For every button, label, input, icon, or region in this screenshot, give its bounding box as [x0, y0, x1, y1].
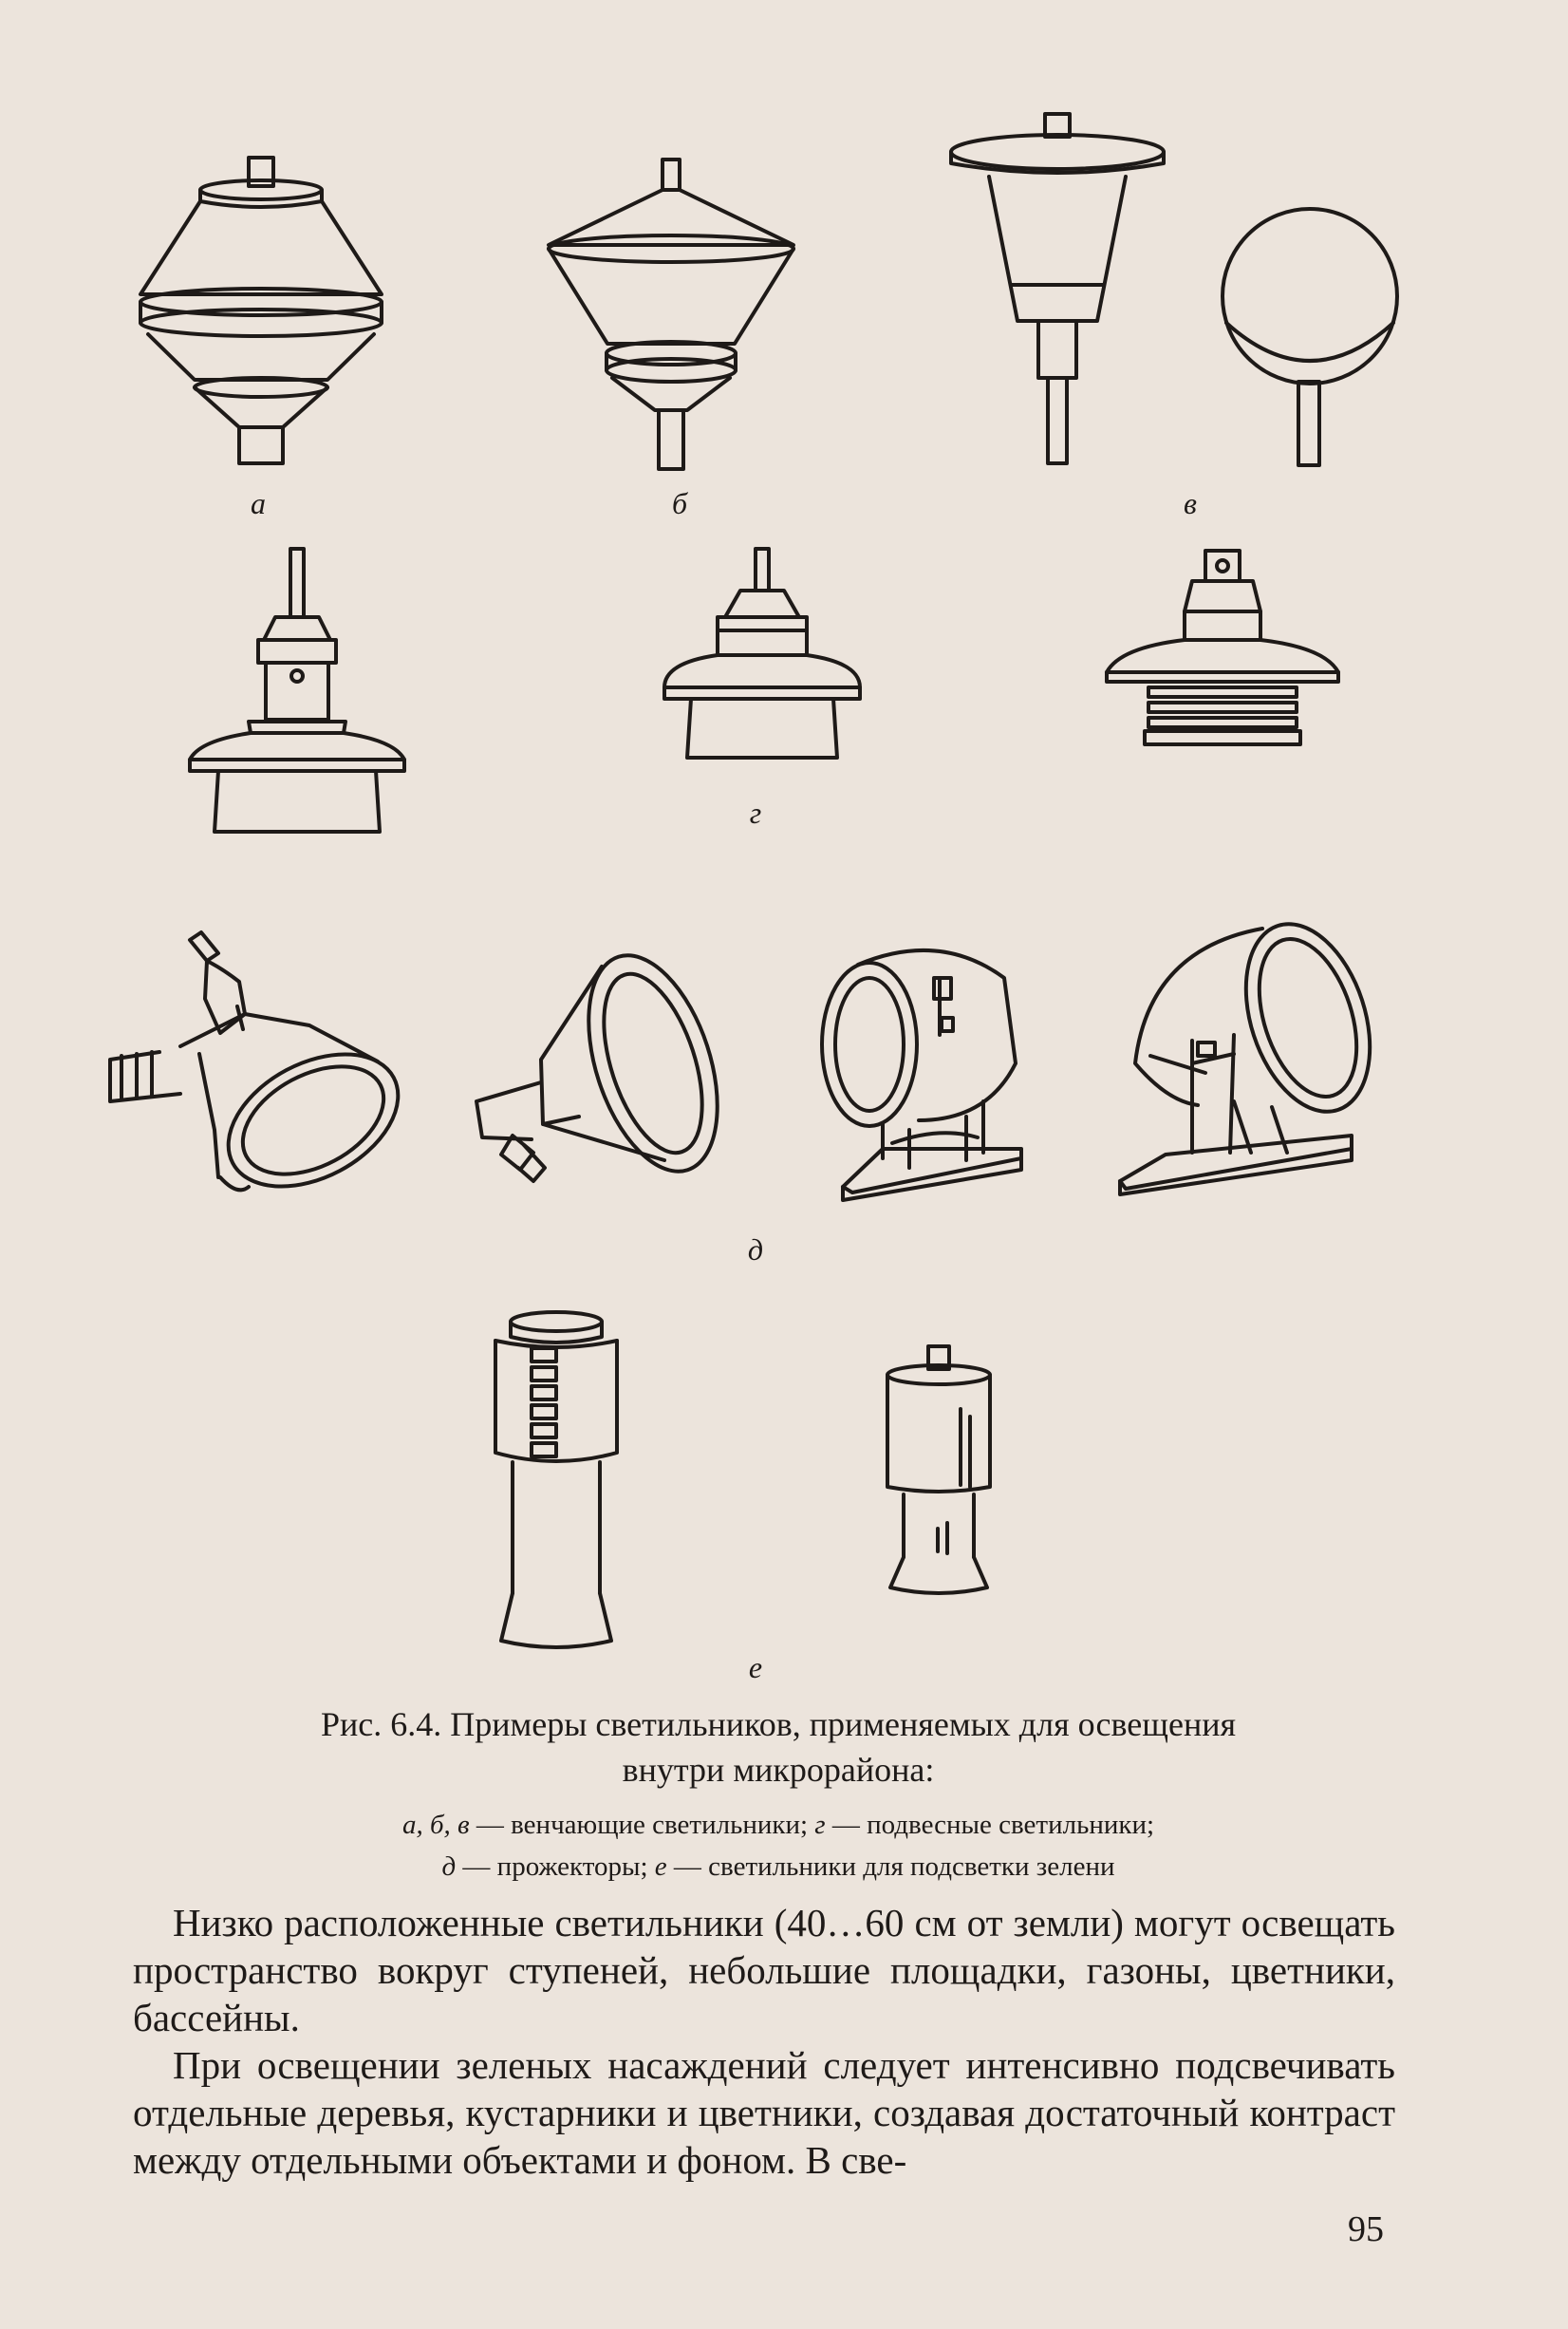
luminaire-g2-drawing	[664, 549, 860, 758]
luminaire-v-cone-drawing	[951, 114, 1164, 463]
page-number: 95	[1348, 2209, 1384, 2249]
legend-line-1: а, б, в — венчающие светильники; г — подвесные светильники;	[401, 1810, 1155, 1840]
luminaire-v-globe-drawing	[1223, 209, 1397, 465]
luminaire-b-drawing	[549, 160, 793, 469]
caption-line-2: внутри микрорайона:	[622, 1751, 935, 1789]
paragraph-2: При освещении зеленых насаждений следует интенсивно подсвечивать отдельные деревья, кустарники и цветники, создавая достаточный контраст между отдельными объектами и фоном. В све-	[133, 2043, 1395, 2182]
legend-line-2: д — прожекторы; е — светильники для подсветки зелени	[441, 1851, 1115, 1882]
luminaire-e2-drawing	[887, 1346, 990, 1593]
luminaire-g1-drawing	[190, 549, 404, 832]
figure-caption	[171, 1701, 1386, 1793]
label-b: б	[671, 486, 688, 520]
luminaire-g3-drawing	[1107, 551, 1338, 744]
floodlight-1-drawing	[110, 932, 420, 1213]
floodlight-3-drawing	[822, 950, 1021, 1200]
label-a: а	[251, 486, 266, 520]
label-v: в	[1184, 486, 1197, 520]
figure-legend	[171, 1804, 1386, 1888]
floodlight-4-drawing	[1120, 908, 1392, 1194]
label-d: д	[747, 1232, 764, 1267]
label-g: г	[749, 796, 762, 830]
luminaire-a-drawing	[140, 158, 382, 463]
body-text	[133, 1899, 1395, 2184]
caption-line-1: Рис. 6.4. Примеры светильников, применяемых для освещения	[320, 1705, 1237, 1743]
paragraph-1: Низко расположенные светильники (40…60 см от земли) могут освещать пространство вокруг ступеней, небольшие площадки, газоны, цветники, бассейны.	[133, 1901, 1395, 2039]
luminaire-e1-drawing	[495, 1312, 617, 1647]
floodlight-2-drawing	[476, 939, 742, 1188]
label-e: е	[748, 1650, 763, 1684]
